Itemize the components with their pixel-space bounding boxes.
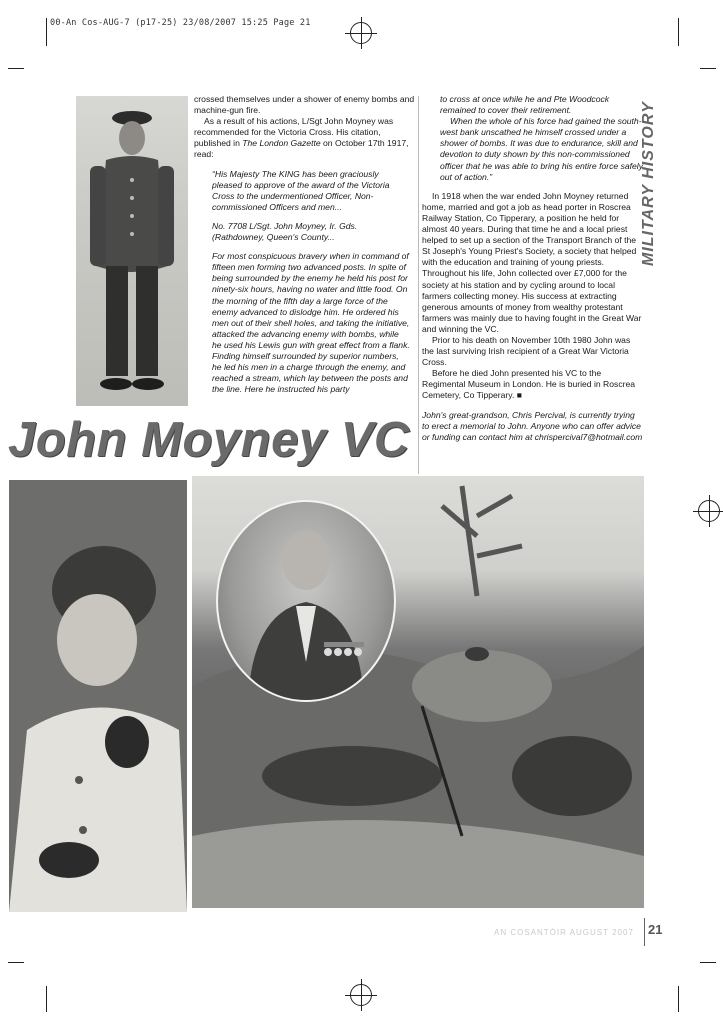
col1-p2-text-a: As a result of his actions, L/Sgt John Moyney was recommended for the Victoria Cross. His citation, published in — [194, 116, 394, 149]
registration-mark-bottom — [350, 984, 372, 1006]
article-column-1 — [194, 94, 416, 395]
memorial-appeal-note: John's great-grandson, Chris Percival, is currently trying to erect a memorial to John. Anyone who can offer advice or funding can contact him at chrispercival7@hotmail.com — [422, 409, 643, 442]
registration-mark-right — [698, 500, 720, 522]
col2-p3-text: Before he died John presented his VC to the Regimental Museum in London. He is buried in Roscrea Cemetery, Co Tipperary. — [422, 368, 636, 401]
soldier-portrait-photo — [76, 96, 188, 406]
end-of-article-mark: ■ — [516, 390, 522, 401]
london-gazette-title: The London Gazette — [242, 138, 321, 149]
crop-mark-bottom-left — [46, 986, 47, 1012]
crop-mark-top-right — [678, 18, 679, 46]
col1-paragraph-1: crossed themselves under a shower of enemy bombs and machine-gun fire. — [194, 94, 415, 116]
crop-mark-right-bottom — [700, 962, 716, 963]
col1-paragraph-2 — [194, 116, 416, 160]
citation-quote-last: When the whole of his force had gained the south-west bank unscathed he himself crossed under a shower of bombs. It was due to endurance, skill and devotion to duty shown by this non-commissioned officer that he was able to bring his entire force safely out of action.” — [440, 116, 644, 182]
col2-paragraph-1: In 1918 when the war ended John Moyney returned home, married and got a job as head porter in Roscrea Railway Station, Co Tipperary, a position he held for almost 40 years. During that time he and a local priest helped to set up a section of the Transport Branch of the St Joseph's Young Priest's Society, a society that helped with the education and training of young priests. Throughout his life, John collected over £7,000 for the society at his station and by cycling around to local farmers collecting money. His success at extracting generous amounts of money from wealthy protestant farmers was mainly due to having fought in the Great War and winning the VC. — [422, 190, 642, 334]
medalled-man-icon — [218, 502, 394, 700]
article-headline: John Moyney VC — [8, 413, 410, 467]
print-slug: 00-An Cos-AUG-7 (p17-25) 23/08/2007 15:25 Page 21 — [50, 18, 311, 28]
citation-quote-1: “His Majesty The KING has been graciously pleased to approve of the award of the Victoria Cross to the undermentioned Officer, Non-commissioned Officers and men... — [212, 168, 390, 212]
queen-mother-photo — [9, 480, 187, 912]
crop-mark-left-bottom — [8, 962, 24, 963]
soldier-figure-icon — [76, 96, 188, 406]
footer-running-text: AN COSANTÓIR AUGUST 2007 — [494, 928, 634, 937]
crop-mark-right-top — [700, 68, 716, 69]
citation-quote-continued: to cross at once while he and Pte Woodcock remained to cover their retirement. — [440, 94, 610, 116]
moyney-later-life-portrait — [216, 500, 396, 702]
queen-figure-icon — [9, 480, 187, 912]
col2-paragraph-2: Prior to his death on November 10th 1980 John was the last surviving Irish recipient of a Great War Victoria Cross. — [422, 334, 631, 368]
crop-mark-top-left — [46, 18, 47, 46]
col2-paragraph-3 — [422, 368, 644, 401]
article-column-2 — [422, 94, 644, 443]
citation-quote-2: No. 7708 L/Sgt. John Moyney, Ir. Gds. (Rathdowney, Queen's County... — [212, 220, 358, 243]
crop-mark-left-top — [8, 68, 24, 69]
citation-quote-3: For most conspicuous bravery when in command of fifteen men forming two advanced posts. In spite of being surrounded by the enemy he held his post for ninety-six hours, having no water and little food. On the morning of the fifth day a large force of the enemy advanced to dislodge him. He ordered his men out of their shell holes, and taking the initiative, attacked the advancing enemy with bombs, while he used his Lewis gun with great effect from a flank. Finding himself surrounded by superior numbers, he led his men in a charge through the enemy, and reached a stream, which lay between the posts and the line. Here he instructed his party — [212, 251, 410, 395]
folio-divider — [644, 918, 645, 946]
page-number: 21 — [648, 922, 663, 937]
crop-mark-bottom-right — [678, 986, 679, 1012]
section-label: MILITARY HISTORY — [640, 101, 657, 267]
registration-mark-top — [350, 22, 372, 44]
column-divider — [418, 96, 419, 474]
col1-p2-text-b: on October 17th 1917, read: — [194, 138, 409, 160]
